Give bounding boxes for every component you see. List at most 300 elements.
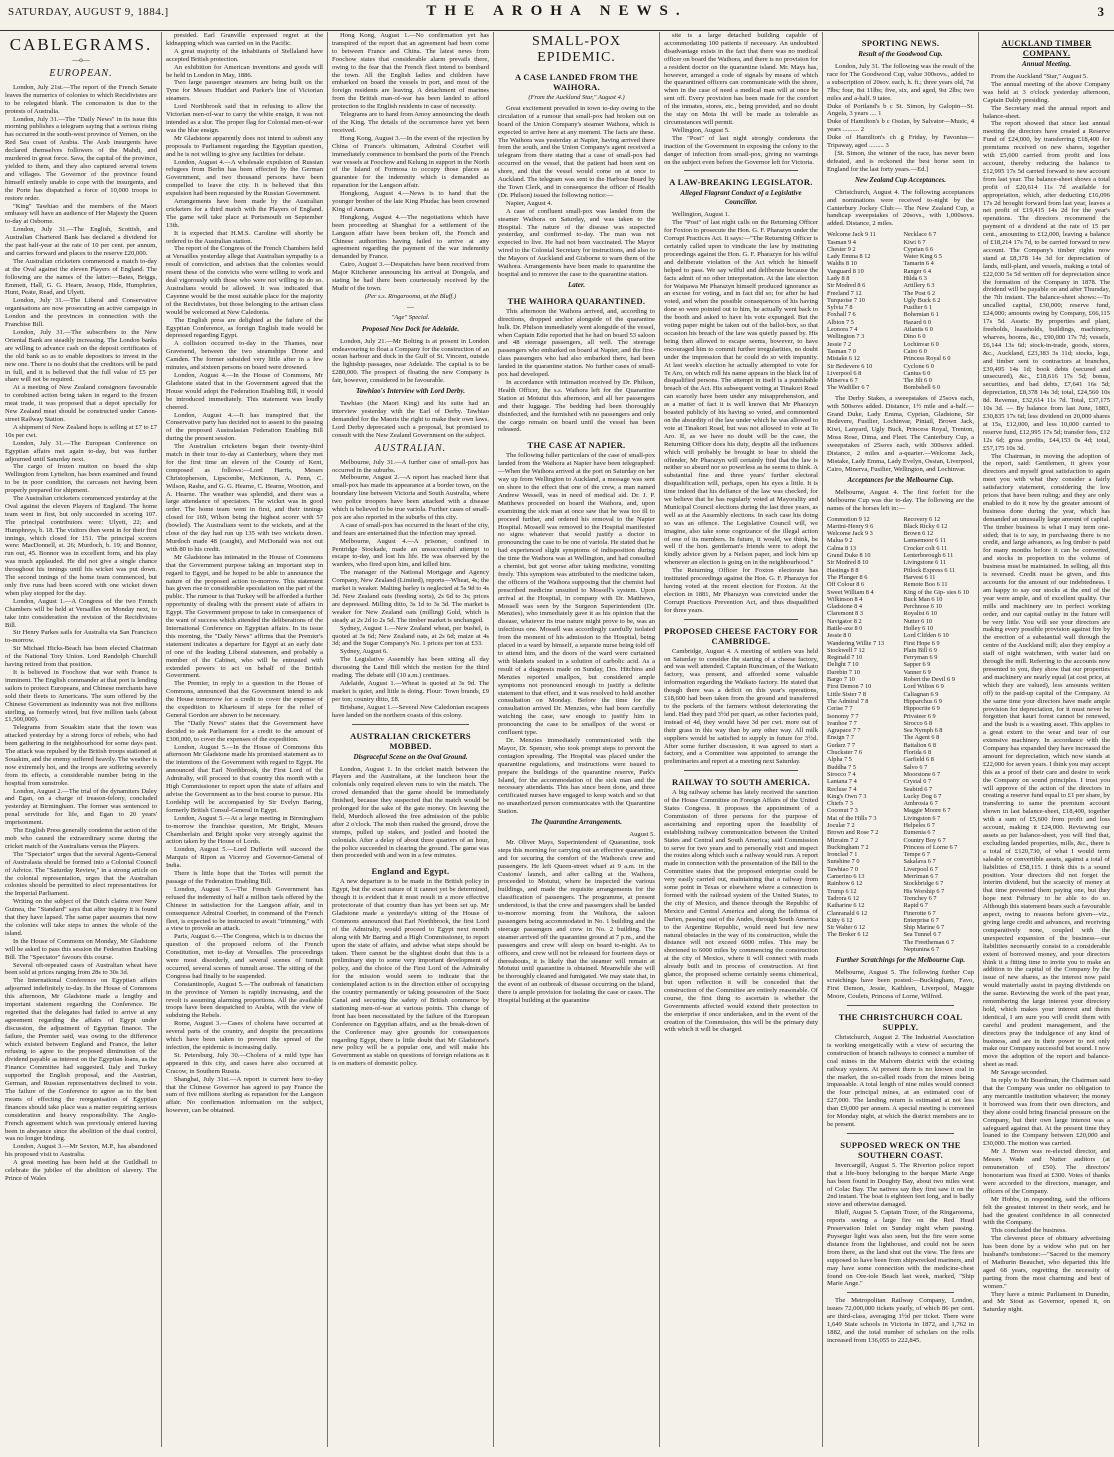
paragraph: The Premier, in reply to a question in the House of Commons, announced that the Government intend to ask the House tomorrow for a credit to cover the expense of the expedition to Khartoum if steps for the relief of General Gordon are shown to be necessary. xyxy=(166,680,323,719)
list-item: Katharine 6 12 xyxy=(827,902,865,910)
list-item: Lady Emma 8 12 xyxy=(827,253,871,261)
list-item: The Wadiller 6 7 xyxy=(827,384,870,392)
subheadline: The Quarantine Arrangements. xyxy=(531,818,622,827)
paragraph: Mr Gladstone has intimated in the House of Commons that the Government purpose taking an important step in regard to Egypt, and he hoped to be able to announce the nature of the proposed action to-morrow. This statement has given rise to considerable speculation on the part of the public. The rumour is that Turkey will be afforded a further opportunity of dealing with the present state of affairs in Egypt. The Government propose to take in consequence of the want of success which attended the deliberations of the International Conference on Egyptian affairs. In its issue this morning, the "Daily News" affirms that the Premier's statement indicates a departure for Egypt at an early date of one of the leading Liberal statesmen, and probably a member of the Cabinet, who will be entrusted with extended powers to act on behalf of the British Government. xyxy=(166,553,323,680)
list-item: Royalist 6 10 xyxy=(903,610,938,618)
list-item: The Plunger 8 6 xyxy=(827,573,868,581)
subheadline: New Zealand Cup Acceptances. xyxy=(854,175,947,184)
section-heading-cablegrams: CABLEGRAMS. xyxy=(9,35,153,54)
list-item: Tadrora 6 12 xyxy=(827,894,860,902)
list-item: Liverpool 6 7 xyxy=(903,865,938,873)
paragraph: Cairo, August 3.—Despatches have been received from Major Kitchener announcing his arrival at Dongola, and stating he had there been courteously received by the Mudir of the town. xyxy=(332,261,489,292)
headline: A CASE LANDED FROM THE WAIHORA. xyxy=(514,72,639,92)
list-item: Sea Tunnel 6 7 xyxy=(903,931,942,939)
list-item: Kitty 6 12 xyxy=(827,916,853,924)
paragraph: London, August 4.—It has transpired that the Conservative party has decided not to assent to the passing of the proposed Australasian Federation Enabling Bill during the present session. xyxy=(166,411,323,443)
list-item: Mat of the Hills 7 3 xyxy=(827,814,877,822)
paragraph: The Legislative Assembly has been sitting all day discussing the Land Bill which the motion for the third reading. The debate still (10 a.m.) continues. xyxy=(332,656,489,680)
paragraph: A great meeting has been held at the Guildhall to celebrate the jubilee of the abolition of slavery. The Prince of Wales xyxy=(5,1159,157,1182)
list-item: Sunshine 7 0 xyxy=(827,858,860,866)
list-item: Isonomy 7 7 xyxy=(827,712,859,720)
list-item: Perchnose 6 10 xyxy=(903,603,942,611)
list-item: Ranger 6 4 xyxy=(903,267,932,275)
column-4 xyxy=(495,32,658,1452)
paragraph: Arrangements have been made by the Australian cricketers for a third match with the Players of England. The game will take place at Portsmouth on September 13th. xyxy=(166,198,323,229)
list-item: Vanner 6 9 xyxy=(903,668,931,676)
article-body xyxy=(5,84,157,1183)
paragraph: London, August 3.—Mr Sexton, M.P., has abandoned his proposed visit to Australia. xyxy=(5,1143,157,1159)
column-rule xyxy=(327,32,328,1447)
list-item: Helpeles 6 7 xyxy=(903,822,935,829)
list-item: Little Sister 7 8 xyxy=(827,690,867,698)
paragraph: The "Daily News" states that the Government have decided to ask Parliament for a credit to the amount of £300,000, to cover the expenses of the expedition. xyxy=(166,719,323,743)
list-item: Sir Bedevere 6 10 xyxy=(827,362,873,370)
list-item: Gudarz 7 7 xyxy=(827,741,855,749)
list-item: Welcome Jack 9 3 xyxy=(827,530,873,538)
paragraph: Invercargill, August 5. The Riverton police report that a life-buoy belonging to the barque Marie Ange has been found in Doughty Bay, about two miles west of Colac Bay. The natives say they first saw it on the 2nd instant. The boat is eighteen feet long, and is badly stove and otherwise damaged. xyxy=(827,1161,974,1209)
list-item: Chester 9 2 xyxy=(827,245,856,253)
paragraph: Melbourne, July 31.—A further case of small-pox has occurred in the suburbs. xyxy=(332,458,489,474)
headline: THE CASE AT NAPIER. xyxy=(527,440,626,451)
list-item: Rainbow 6 12 xyxy=(827,880,863,888)
source-line: "Age" Special. xyxy=(391,313,430,321)
paragraph: Shanghai, July 31st.—A report is current here to-day that the Chinese Governor has agreed to pay France the sum of five millions sterling as reparation for the Langson affair. No confirmation information on the subject, however, can be obtained. xyxy=(166,1075,323,1115)
list-item: Ironclad 7 1 xyxy=(827,851,858,859)
subheadline: Alleged Flagrant Conduct of a Legislative Councillor. xyxy=(680,189,802,207)
list-item: Robert the Devil 6 9 xyxy=(903,676,955,684)
column-3: Hong Kong, August 1.—No confirmation yet has transpired of the report that an agreement had been come to between France and China. The latest news from Foochow states that considerable alarm prevails there, owing to the fear that the French fleet intend to bombard the town. All the English ladies and children have embarked on board the vessels in port, and most of the foreign residents are leaving. A detachment of marines from the British man-of-war has been landed to afford protection to the English residents in case of necessity. Telegrams are to hand from Amoy announcing the death of the King. The details of the occurrence have yet been received. Hong Kong, August 3.—In the event of the rejection by China of France's ultimatum, Admiral Courbet will immediately commence to bombard the ports of the French war vessels at Foochow and Kelung in support in the North of the Island of Formosa to occupy those places as guarantee for the indemnity which is demanded as reparation for the Langson affair. Hongkong, August 4.—News is to hand that the younger brother of the late King Phudac has been crowned King of Annam. Hongkong, August 4.—The negotiations which have been proceeding at Shanghai for a settlement of the Langson affair have been broken off, the French and Chinese authorities having failed to arrive at any agreement regarding the payment of the war indemnity demanded by France. Cairo, August 3.—Despatches have been received from Major Kitchener announcing his arrival at Dongola, and stating he had there been courteously received by the Mudir of the town. (Per s.s. Ringarooma, at the Bluff.) — "Age" Special. Proposed New Dock for Adelaide. London, July 21.—Mr Bolting is at present in London endeavouring to float a Company for the construction of an ocean harbour and dock in the Gulf of St. Vincent, outside the lightship passages, near Adelaide. The capital is to be £280,000. The prospect of floating the new Company is fair, however, considered to be favourable. Tawhiao's Interview with Lord Derby. Tawhiao (the Maori King) and his suite had an interview yesterday with the Earl of Derby. Tawhiao demanded for the Maoris the right to make their own laws. Lord Derby deprecated such a proposal, but promised to consult with the New Zealand Government on the subject. AUSTRALIAN. Melbourne, July 31.—A further case of small-pox has occurred in the suburbs. Melbourne, August 2.—A report has reached here that small-pox has made its appearance at a border town, on the boundary line between Victoria and South Australia, where two police troopers have been attacked with a disease which is believed to be true variola. Further cases of small-pox are also reported in the suburbs of this city. A case of small-pox has occurred in the heart of the city, and fears are entertained that the infection may spread. Melbourne, August 4.—A prisoner, confined in Pentridge Stockade, made an unsuccessful attempt to escape to-day, and lost his life. He was observed by the warders, who fired upon him, and killed him. The manager of the National Mortgage and Agency Company, New Zealand (Limited), reports—Wheat, 4s; the market is weaker. Malting barley is neglected at 5s 9d to 4s 3d. New Zealand oats (feeding sorts), 2s 6d to 3s; prices are depressed. Milling ditto, 3s 1d to 3s 3d. The market is weaker for New Zealand oats (milling) Gold, which is steady at 2s 2d to 2s 5d. The timber market is unchanged. Sydney, August 1.—New Zealand wheat, per bushel, is quoted at 3s 6d; New Zealand oats, at 2s 6d; maize at 4s 3d; and the Sugar Company's No. 1 prices per ton at £33. Sydney, August 6. The Legislative Assembly has been sitting all day discussing the Land Bill which the motion for the third reading. The debate still (10 a.m.) continues. Adelaide, August 1.—Wheat is quoted at 3s 9d. The market is quiet, and little is doing. Flour: Town brands, £9 per ton; country ditto, £8. Brisbane, August 1.—Several New Caledonian escapees have landed on the northern coasts of this colony. AUSTRALIAN CRICKETERS MOBBED. Disgraceful Scene on the Oval Ground. London, August 1. In the cricket match between the Players and the Australians, at the luncheon hour the colonials only required eleven runs to win the match. The crowd demanded that the game should be immediately finished, because they suspected that the match would be prolonged for the sake of the gate money. On leaving the field, Murdoch allowed the free admission of the public after 2 o'clock. The mob then rushed the ground, drove the stumps, pulled up stakes, and jostled and hooted the colonials. After a delay of about three quarters of an hour, the police succeeded in clearing the ground. The game was then proceeded with and won in a few minutes. England and Egypt. A new departure is to be made in the British policy in Egypt, but the exact nature of it cannot yet be determined, though it is evident that it must result in a more effective protectorate of that country than has yet been set up. Mr Gladstone made a yesterday's sitting of the House of Commons announced that Earl Northbrook, the first Lord of the Admiralty, would proceed to Egypt next month along with Mr Baring and a High Commissioner, to report upon the state of affairs, and advise what steps should be taken. There cannot be the slightest doubt that this is a preliminary step to some very important development of policy, and the choice of the First Lord of the Admiralty for the mission would seem to indicate that the contemplated action is in the direction either of occupying the country permanently or taking possession of the Suez Canal and securing the safety of British commerce by stationing men-of-war at various points. This change of front has been necessitated by the failure of the European Conference on Egyptian affairs, and as the break-down of the Conference may give grounds for consequences regarding Egypt, there is little doubt that Mr Gladstone's new policy will be a popular one, and will make his Government as stable on questions of foreign relations as it is on matters of domestic policy. xyxy=(332,32,489,1068)
list-item: Battalion 6 8 xyxy=(903,741,936,749)
list-item: Cyclone 6 0 xyxy=(903,362,934,370)
banner-heading: SMALL-POX EPIDEMIC. xyxy=(531,34,622,65)
paragraph: A shipment of New Zealand hops is selling at £7 to £7 10s per cwt. xyxy=(5,423,157,439)
list-item: Artillery 6 3 xyxy=(903,282,935,290)
paragraph: A case of small-pox has occurred in the heart of the city, and fears are entertained that the infection may spread. xyxy=(332,521,489,537)
list-item: Black Ricky 6 12 xyxy=(903,522,948,530)
paragraph: Paris, August 6.—The Congress, which is to discuss the question of the proposed reform of the French Constitution, met to-day at Versailles. The proceedings were most disorderly, and several scenes of tumult occurred, several scenes of tumult arose. The sitting of the Congress had finally to be suspended. xyxy=(166,933,323,980)
list-item: Enterprise 6 7 xyxy=(903,916,939,924)
list-item: Claremont 8 3 xyxy=(827,610,864,618)
article-body xyxy=(332,32,489,293)
source-line: (From the Auckland Star," August 4.) xyxy=(528,94,625,101)
paragraph: London, August 2.—The trial of the dynamiters Daley and Egan, on a charge of treason-felony, concluded yesterday at Birmingham. The former was sentenced to penal servitude for life, and Egan to 20 years' imprisonment. xyxy=(5,787,157,827)
list-item: Foxhall 7 6 xyxy=(827,311,856,319)
paragraph: London, August 5.—Lord Dufferin will succeed the Marquis of Ripon as Viceroy and Governor-General of India. xyxy=(166,846,323,870)
list-item: Necklace 6 7 xyxy=(903,231,937,239)
paragraph: London, July 21st.—The report of the French Senate leaves the numerics of colonies to which Recidivistes are to be relegated blank. The concession is due to the protests of Australia. xyxy=(5,83,157,115)
paragraph: Christchurch, August 2. The Industrial Association is working energetically with a view of securing the construction of branch railways to connect a number of coal mines in the Malvern district with the existing railway system. At present there is no known coal in the market, the so-called roads from the mines being impassable. A total length of nine miles would connect the four principal mines, at an estimated cost of £27,000. The landing return is estimated at not less than £9,000 per annum. A special meeting is convened for Monday night, at which the district members are to be present. xyxy=(827,1033,974,1128)
list-item: Malua 9 2 xyxy=(827,537,853,545)
paragraph: "King" Tawhiao and the members of the Maori embassy will have an audience of Her Majesty the Queen to-day at Osborne. xyxy=(5,202,157,226)
list-item: Neptunina 6 7 xyxy=(903,946,940,954)
list-item: Princess of Lorne 6 7 xyxy=(903,843,958,851)
list-item: Hippocrite 6 9 xyxy=(903,705,940,713)
list-item: Stockwell 7 12 xyxy=(827,646,865,654)
headline: Proposed New Dock for Adelaide. xyxy=(361,324,460,333)
paragraph: Writing on the subject of the Dutch claims over New Guinea, the "Standard" says that after inquiry it is found that they have lapsed. The same paper assumes that now the colonies will take steps to annex the whole of the island. xyxy=(5,898,157,937)
paragraph: Hong Kong, August 1.—No confirmation yet has transpired of the report that an agreement had been come to between France and China. The latest news from Foochow states that considerable alarm prevails there, owing to the fear that the French fleet intend to bombard the town. All the English ladies and children have embarked on board the vessels in port, and most of the foreign residents are leaving. A detachment of marines from the British man-of-war has been landed to afford protection to the English residents in case of necessity. xyxy=(332,32,489,111)
list-item: Lenterborough 6 11 xyxy=(903,552,954,560)
paragraph: The "Post" of last night strongly condemns the inaction of the Government in exposing the colony to the danger of infection from small-pox, giving no warnings on the subject even before the Governor left for Victoria. xyxy=(664,134,818,166)
list-item: Bombshell 6 0 xyxy=(903,384,941,392)
paragraph: Dr. Menzies immediately communicated with the Mayor, Dr. Spencer, who took prompt steps to prevent the contagion spreading. The Hospital was placed under the quarantine regulations, and instructions were issued to prepare the buildings of the quarantine reserve, Park's Island, for the accommodation of the sick man and the necessary attendants. This has since been done, and three certificated nurses have engaged to keep watch and so that no unauthorized person communicates with the Quarantine Station. xyxy=(498,736,655,816)
paragraph: London, August 4.—In the House of Commons, Mr Gladstone stated that in the Government agreed that the House would adopt the Federation Enabling Bill, it would be introduced immediately. This statement was loudly cheered. xyxy=(166,371,323,411)
paragraph: presided. Earl Granville expressed regret at the kidnapping which was carried on in the Pacific. xyxy=(166,32,323,47)
list-item: The Broker 6 12 xyxy=(827,931,869,939)
list-item: Waldis 8 10 xyxy=(827,260,857,268)
paragraph: Brisbane, August 1.—Several New Caledonian escapees have landed on the northern coasts of this colony. xyxy=(332,703,489,719)
paragraph: An exhibition for American inventions and goods will be held in London in May, 1886. xyxy=(166,63,323,79)
paragraph: Christchurch, August 4. The following acceptances and nominations were received to-night by the Canterbury Jockey Club:— The New Zealand Cup, a handicap sweepstakes of 20sovs., with 1,000sovs. added. Distance, 2 miles. xyxy=(827,188,974,228)
subheadline: Later. xyxy=(568,280,585,289)
list-item: Kiwi 6 7 xyxy=(903,238,926,246)
list-item: Buck Man 6 10 xyxy=(903,595,943,603)
list-item: Lord Wilton 6 9 xyxy=(903,683,944,691)
list-item: Sea Nymph 6 8 xyxy=(903,727,943,735)
article-body xyxy=(498,308,655,435)
subheadline: Result of the Goodwood Cup. xyxy=(858,50,943,58)
list-item: Hazard 6 0 xyxy=(903,318,932,326)
paragraph: A new departure is to be made in the British policy in Egypt, but the exact nature of it cannot yet be determined, though it is evident that it must result in a more effective protectorate of that country than has yet been set up. Mr Gladstone made a yesterday's sitting of the House of Commons announced that Earl Northbrook, the first Lord of the Admiralty, would proceed to Egypt next month along with Mr Baring and a High Commissioner, to report upon the state of affairs, and advise what steps should be taken. There cannot be the slightest doubt that this is a preliminary step to some very important development of policy, and the choice of the First Lord of the Admiralty for the mission would seem to indicate that the contemplated action is in the direction either of occupying the country permanently or taking possession of the Suez Canal and securing the safety of British commerce by stationing men-of-war at various points. This change of front has been necessitated by the failure of the European Conference on Egyptian affairs, and as the break-down of the Conference may give grounds for consequences regarding Egypt, there is little doubt that Mr Gladstone's new policy will be a popular one, and will make his Government as stable on questions of foreign relations as it is on matters of domestic policy. xyxy=(332,878,489,1068)
list-item: Water King 6 5 xyxy=(903,253,942,261)
paragraph: The Australian cricketers commenced yesterday at the Oval against the eleven Players of England. The home team went in first, but only succeeded in scoring 107. The principal contributors were: Ulyett, 22; and Humphreys, b. 18. The visitors then went in for their first innings, which closed for 151. The principal scorers were: MacDonnell, st. 26; Murdoch, b. 19; and Bonnor, run out, 45. Bonnor was in excellent form, and his play was much applauded. He did not give a single chance throughout his innings until his wicket was put down. The second innings of the home team commenced, but only five runs had been scored with one wicket down when play stopped for the day. xyxy=(5,495,157,597)
list-item: Lord Clifden 6 10 xyxy=(903,632,949,640)
list-item: Sapper 6 9 xyxy=(903,661,931,669)
list-item: Ivanhoe 7 7 xyxy=(827,719,857,727)
list-item: Bohemian 6 1 xyxy=(903,311,939,319)
paragraph: Mr J. Brown was re-elected director, and Messrs Wade and Nutter auditors (at remuneration of £50). The directors' honorarium was fixed at £300. Votes of thanks were accorded to the directors, manager, and officers of the Company. xyxy=(983,1148,1110,1195)
list-item: Vanguard 8 10 xyxy=(827,267,864,275)
list-item: Freeland 7 12 xyxy=(827,289,862,297)
list-item: His Worship 6 7 xyxy=(903,887,945,895)
list-item: Lady 8 8 xyxy=(827,275,850,282)
headline: SUPPOSED WRECK ON THE SOUTHERN COAST. xyxy=(840,1139,961,1160)
masthead xyxy=(0,0,1114,31)
section-subheading-australian: AUSTRALIAN. xyxy=(374,442,447,454)
paragraph: It is expected that H.M.S. Caroline will shortly be ordered to the Australian station. xyxy=(166,229,323,245)
paragraph: London, August 4.—A wholesale expulsion of Russian refugees from Berlin has been effected by the German Government, and two thousand persons have been compelled to leave the city. It is believed that this expulsion had been requested by the Russian Government. xyxy=(166,158,323,198)
list-item: Welcome Jack 9 11 xyxy=(827,231,876,239)
list-item: Albion 7 5 xyxy=(827,318,854,326)
subheadline: Acceptances for the Melbourne Cup. xyxy=(847,475,954,484)
column-rule xyxy=(659,32,660,1447)
column-2 xyxy=(163,32,326,1452)
section-subheading-european: EUROPEAN. xyxy=(49,67,113,79)
list-item: Duke of Hamilton's ch g Friday, by Favonius—Tripaway, aged ......... 3 xyxy=(827,134,974,150)
list-item: First Hope 6 9 xyxy=(903,639,940,647)
paragraph: Several oft-repeated cases of Australian wheat have been sold at prices ranging from 28s to 30s 3d. xyxy=(5,961,157,977)
paragraph: Melbourne, August 4. The first forfeit for the Melbourne Cup was due to-day. The following are the names of the horses left in:— xyxy=(827,488,974,512)
list-item: Remote Boo 6 11 xyxy=(903,581,948,589)
list-item: Wandering Willie 7 13 xyxy=(827,639,885,647)
subheadline: Disgraceful Scene on the Oval Ground. xyxy=(353,752,468,761)
paragraph: A big railway scheme has lately received the sanction of the House Committee on Foreign Affairs of the United States Congress. It proposes the appointment of a Commission of three persons for the purpose of ascertaining and reporting upon the feasibility of establishing railway communication between the United States and Central and South America; said Commission to serve for two years and to personally visit and inspect the routes along which such a railway would run. A report made in connection with the presentation of the Bill to the Committee states that the proposed enterprise could be very easily carried out, maintaining that a railway from some point in Texas or elsewhere where a connection is formed with the railroad system of the United States, to the city of Mexico, and thence through the Republic of Mexico and Central America and along the Isthmus of Darien, passing east of the Andes, through South America to the Argentine Republic, would need but few new natural obstacles in the way of its construction, while the distance will not exceed 6000 miles. This may be shortened to 6000 miles by commencing the construction at the city of Mexico, where it will connect with roads already built and in process of construction. At first glance, the proposed scheme certainly seems chimerical, but upon reflection it will be conceded that the construction of the Committee are entirely reasonable. Of course, the first thing to ascertain is whether the Governments affected would extend their protection to the enterprise if once undertaken, and in the event of the creation of the Commission, this will be the primary duty with which it will be charged. xyxy=(664,789,818,1034)
list-item: Mistake 6 12 xyxy=(827,355,860,363)
list-item: Brown 6 12 xyxy=(903,530,934,538)
list-item: Agrapace 7 7 xyxy=(827,727,861,735)
paragraph: Lord Northbrook said that in refusing to allow the Victorian men-of-war to carry the white ensign, it was not intended as a slur. The proper flag for Colonial men-of-war was the blue ensign. xyxy=(166,103,323,134)
paragraph: Mr Gladstone apparently does not intend to submit any proposals to Parliament regarding the Egyptian question, and he is not willing to give any facilities for debate. xyxy=(166,134,323,158)
paragraph: London, July 21.—Mr Bolting is at present in London endeavouring to float a Company for the construction of an ocean harbour and dock in the Gulf of St. Vincent, outside the lightship passages, near Adelaide. The capital is to be £280,000. The prospect of floating the new Company is fair, however, considered to be favourable. xyxy=(332,337,489,385)
list-item: Stockbridge 6 7 xyxy=(903,880,944,888)
list-item: Turquoise 7 10 xyxy=(827,296,865,304)
column-7 xyxy=(980,32,1113,1452)
list-item: Liverpool 6 8 xyxy=(827,369,862,377)
list-item: Lantana 7 4 xyxy=(827,778,857,786)
list-item: Martini-Henry 9 6 xyxy=(827,522,874,530)
list-item: Holley 6 10 xyxy=(903,624,934,632)
paragraph: The "Spectator" urges that the several Agents-General of Australasia should be formed into a Colonial Council of Advice. The "Saturday Review," in a strong article on the colonial representation, urges that the Australian colonies should be permitted to elect representatives for the Imperial Parliament. xyxy=(5,850,157,898)
list-item: Nutter 6 10 xyxy=(903,617,933,625)
paragraph: There is little hope that the Tories will permit the passage of the Federation Enabling Bill. xyxy=(166,870,323,885)
paragraph: London, July 31.—The Liberal and Conservative organisations are now prosecuting an active campaign in London and the provinces in connection with the Franchise Bill. xyxy=(5,297,157,329)
list-item: Livingston 6 7 xyxy=(903,814,941,822)
list-item: Recluse 7 4 xyxy=(827,785,857,793)
list-item: Finerotte 6 7 xyxy=(903,909,936,917)
paragraph: A collision occurred to-day in the Thames, near Gravesend, between the two steamships Drone and Camden. The former subsided very little after in a few minutes, and sixteen persons on board were drowned. xyxy=(166,340,323,372)
list-item: Garfield 6 8 xyxy=(903,756,934,764)
article-body xyxy=(664,32,818,166)
list-item: Cairo 6 0 xyxy=(903,347,927,355)
list-item: Cyprian 6 6 xyxy=(903,245,934,253)
subheadline: Annual Meeting. xyxy=(1021,60,1071,68)
paragraph: The report of the Congress of the French Chambers held at Versailles yesterday allege that Australian sympathy is a result of conviction, and advises that the colonies would resent these of the convicts who were willing to work and deal vigorously with those who were not willing to do so. Australians would be allowed. It was indicated that Cayenne would be the most suitable place for the majority of the Recidivistes, but those belonging to the artisan class would be welcomed at New Caledonia. xyxy=(166,245,323,316)
list-item: Merriman 6 7 xyxy=(903,873,939,881)
list-item: Sirocco 7 4 xyxy=(827,770,856,778)
list-item: Florida 6 8 xyxy=(903,749,932,757)
paragraph: A great majority of the inhabitants of Stellaland have accepted British protection. xyxy=(166,47,323,63)
list-item: Hilda 6 3 xyxy=(903,275,927,282)
paragraph: At a meeting of New Zealand consignors favourable to combined action being taken in regard to the frozen meat trade, it was proposed that a depot specially for New Zealand meat should be constructed under Canon-street Railway Station. xyxy=(5,384,157,423)
paragraph: Bluff, August 5. Captain Tozer, of the Ringarooma, reports seeing a large fire on the Red Head Preservation Inlet on Sunday night when passing. Puysegur light was also seen, but the fire were some distance from the lighthouse, and could not be seen from there, as the land shut out the view. The fires are supposed to have been from shipwrecked mariners, and may have some connection with the medicine-chest found on Ore-tole Beach last week, marked, "Ship Marie Ange." xyxy=(827,1209,974,1288)
paragraph: The report showed that since last annual meeting the directors have created a Reserve Fund of £24,000, by transferring £18,400 for premiums received on new shares, together with £5,600 carried from profit and loss account, thereby reducing the balance to £12,995 17s 5d carried forward to new account from last year. The balance-sheet shows a total profit of £20,614 11s 7d available for appropriation, which, after deducting £16,096 17s 2d brought forward from last year, leaves a net profit of £19,415 14s 2d for the year's operations. The directors recommend the payment of a dividend at the rate of 15 per cent., amounting to £12,000, leaving a balance of £18,214 17s 7d, to be carried forward to new account. The Company's timber rights now stand at £8,378 14s 3d for depreciation of lands, mill-plant, and vessels, making a total of £22,030 5s 5d written off for depreciation since the formation of the Company in 1878. The dividend will be payable on and after Thursday, the 7th instant. The balance-sheet shows:—To uncalled capital, £30,000; reserve fund, £24,000; amounts owing by Company, £66,115 17s 5d. Assets: By properties and plant, freeholds, leaseholds, buildings, machinery, wharves, booms, &c., £90,000 17s 7d; vessels, £6,144 13s 6d; stock-in-trade, goods, stores, &c., Auckland, £23,383 3s 11d; stocks, logs, and timber sent to contractors at branches, £39,495 14s 1d; book debts (secured and unsecured), &c., £18,616 17s 5d; bonus, securities, and bad debts, £7,641 16s 5d; depreciation, £8,378 14s 3d; total, £24,560 10s 8d. Revenue, £32,614 11s 7d. Total, £37,175 10s 3d. — By balance from last June, 1883, £30,835 17s 6d; less dividend on 20,000 shares at 15s, £12,000, and less 10,000 carried to reserve fund, £12,995 17s 5d; transfer fees, £12 12s 6d; gross profits, £44,153 0s 4d; total, £57,175 10s 3d. xyxy=(983,120,1110,452)
paragraph: Rome, August 3.—Cases of cholera have occurred at several parts of the country, and despite the precautions which have been taken to prevent the spread of the infection, the epidemic is increasing daily. xyxy=(166,1020,323,1051)
paragraph: London, July 31.—The "Daily News" in its issue this morning publishes a telegram saying that a serious rising has occurred in the south-west province of Yemen, on the Red Sea coast of Arabia. The Arab insurgents have declared themselves followers of the Mahdi, and murdered in great force. Sava, the capital of the province, yielded to them, and they also captured several towns and villages. The Governor of the province found himself entirely unable to cope with the insurgents, and the Porte has dispatched a force of 10,000 troops to restore order. xyxy=(5,115,157,202)
list-item: Gladstone 8 4 xyxy=(827,603,862,611)
list-item: Buckingham 7 2 xyxy=(827,843,869,851)
list-item: Cantus 6 0 xyxy=(903,369,931,377)
list-item: Minerva 6 7 xyxy=(827,377,858,385)
list-item: Hipparchus 6 9 xyxy=(903,697,942,705)
column-1: CABLEGRAMS. —o— EUROPEAN. London, July 21st.—The report of the French Senate leaves the numerics of colonies to which Recidivistes are to be relegated blank. The concession is due to the protests of Australia. London, July 31.—The "Daily News" in its issue this morning publishes a telegram saying that a serious rising has occurred in the south-west province of Yemen, on the Red Sea coast of Arabia. The Arab insurgents have declared themselves followers of the Mahdi, and murdered in great force. Sava, the capital of the province, yielded to them, and they also captured several towns and villages. The Governor of the province found himself entirely unable to cope with the insurgents, and the Porte has dispatched a force of 10,000 troops to restore order. "King" Tawhiao and the members of the Maori embassy will have an audience of Her Majesty the Queen to-day at Osborne. London, July 31.—The English, Scottish, and Australian Chartered Bank has declared a dividend for the past half-year at the rate of 10 per cent. per annum, and carries forward and places to the reserve £20,000. The Australian cricketers commenced a match to-day at the Oval against the eleven Players of England. The following are the names of the latter:—Bates, Briggs, Emmett, Hall, G. G. Hearn, Jessop, Hide, Humphries, Hunt, Peate, Read, and Ulyett. London, July 31.—The Liberal and Conservative organisations are now prosecuting an active campaign in London and the provinces in connection with the Franchise Bill. London, July 31.—The subscribers to the New Oriental Bank are steadily increasing. The London banks are willing to advance cash on the deposit certificates of the old bank so as to enable depositors to invest in the new one. There is no doubt that the creditors will be paid in full, and it is believed that the full value of £5 per share will not be required. At a meeting of New Zealand consignors favourable to combined action being taken in regard to the frozen meat trade, it was proposed that a depot specially for New Zealand meat should be constructed under Canon-street Railway Station. A shipment of New Zealand hops is selling at £7 to £7 10s per cwt. London, July 31.—The European Conference on Egyptian affairs met again to-day, but was further adjourned until Saturday next. The cargo of frozen mutton on board the ship Wellington from Lyttelton, has been examined and found to be in poor condition, the carcases not having been properly prepared for shipment. The Australian cricketers commenced yesterday at the Oval against the eleven Players of England. The home team went in first, but only succeeded in scoring 107. The principal contributors were: Ulyett, 22; and Humphreys, b. 18. The visitors then went in for their first innings, which closed for 151. The principal scorers were: MacDonnell, st. 26; Murdoch, b. 19; and Bonnor, run out, 45. Bonnor was in excellent form, and his play was much applauded. He did not give a single chance throughout his innings until his wicket was put down. The second innings of the home team commenced, but only five runs had been scored with one wicket down when play stopped for the day. London, August 1.—A Congress of the two French Chambers will be held at Versailles on Monday next, to take into consideration the revision of the Recidivistes Bill. Sir Henry Parkes sails for Australia via San Francisco to-morrow. Sir Michael Hicks-Beach has been elected Chairman of the National Tory Union. Lord Randolph Churchill having retired from that position. It is believed in Foochow that war with France is imminent. The English commander at that port is lending sailors to protect Europeans, and Chinese merchants have sold their fleets to Americans. The sum offered by the Chinese Government as indemnity was not five millions sterling, as formerly wired, but five million taels (about £1,500,000). Telegrams from Souakim state that the town was attacked yesterday by a strong force of rebels, who had been gathering in the neighbourhood for some days past. The attack was repulsed by the British troops stationed at Souakim, and the enemy suffered heavily. The weather is now extremely hot, and the troops are suffering severely from its effects, a considerable number being in the hospital from sunstroke. London, August 2.—The trial of the dynamiters Daley and Egan, on a charge of treason-felony, concluded yesterday at Birmingham. The former was sentenced to penal servitude for life, and Egan to 20 years' imprisonment. The English Press generally condemn the action of the mob who caused the extraordinary scene during the cricket match of the Australians versus the Players. The "Spectator" urges that the several Agents-General of Australasia should be formed into a Colonial Council of Advice. The "Saturday Review," in a strong article on the colonial representation, urges that the Australian colonies should be permitted to elect representatives for the Imperial Parliament. Writing on the subject of the Dutch claims over New Guinea, the "Standard" says that after inquiry it is found that they have lapsed. The same paper assumes that now the colonies will take steps to annex the whole of the island. In the House of Commons on Monday, Mr Gladstone will be asked to pass this session the Federation Enabling Bill. The "Spectator" favours this course. Several oft-repeated cases of Australian wheat have been sold at prices ranging from 28s to 30s 3d. The International Conference on Egyptian affairs adjourned indefinitely to-day. In the House of Commons this afternoon, Mr Gladstone made a lengthy and important statement regarding the Conference. He regretted that the delegates had failed to arrive at any agreement regarding the affairs of Egypt under discussion, the adjustment of Egyptian finance. The failure, the Premier said, was owing to the difference which existed between England and France, the latter refusing to agree to the proposed diminution of the dividend payable as interest on the Egyptian loans, as the Finance Committee had suggested. Italy and Turkey supported the English proposal, and the Austrian, German, and Russian representatives declined to vote. The failure of the Conference to agree as to the best means of effecting the reorganisation of Egyptian finances should take place was a matter requiring serious consideration and heavy responsibility. The Anglo-French agreement which was previously entered having been in abeyance since the abolition of the dual control, was no longer binding. London, August 3.—Mr Sexton, M.P., has abandoned his proposed visit to Australia. A great meeting has been held at the Guildhall to celebrate the jubilee of the abolition of slavery. The Prince of Wales xyxy=(5,35,157,1182)
list-item: Grand Duke 8 10 xyxy=(827,552,871,560)
list-item: Jocular 7 2 xyxy=(827,822,855,829)
weights-table xyxy=(827,516,974,954)
paragraph: Napier, August 4. xyxy=(506,199,553,207)
paragraph: Adelaide, August 1.—Wheat is quoted at 3s 9d. The market is quiet, and little is doing. Flour: Town brands, £9 per ton; country ditto, £8. xyxy=(332,679,489,703)
newspaper-title: THE AROHA NEWS. xyxy=(426,3,688,19)
paragraph: Hongkong, August 4.—The negotiations which have been proceeding at Shanghai for a settlement of the Langson affair have been broken off, the French and Chinese authorities having failed to arrive at any agreement regarding the payment of the war indemnity demanded by France. xyxy=(332,213,489,261)
column-rule xyxy=(493,32,494,1447)
paragraph: It is believed in Foochow that war with France is imminent. The English commander at that port is lending sailors to protect Europeans, and Chinese merchants have sold their fleets to Americans. The sum offered by the Chinese Government as indemnity was not five millions sterling, as formerly wired, but five million taels (about £1,500,000). xyxy=(5,668,157,724)
list-item: King's Own 7 3 xyxy=(827,792,867,800)
paragraph: The Metropolitan Railway Company, London, issues 72,000,000 tickets yearly, of which 86 per cent. are third-class, averaging 1½d per ticket. There were 1,649 State schools in Victoria in 1872, and 1,762 in 1882, and the total number of scholars on the rolls increased from 136,055 to 222,845. xyxy=(827,1297,974,1344)
paragraph: In reply to Mr Boardman, the Chairman said that the Company was under no obligation to any mercantile institution whatever; the money it borrowed was from their own directors, and they alone could bring financial pressure on the Company, but their own large interest was a safeguard against that. At the present time they loaned to the Company between £20,000 and £30,000. The motion was carried. xyxy=(983,1077,1110,1148)
paragraph: They have a mimic Parliament in Dunedin, and Mr Stout as Governor, opened it, on Saturday night. xyxy=(983,1290,1110,1314)
list-item: Plain Bill 6 9 xyxy=(903,646,937,654)
paragraph: A case of confluent small-pox was landed from the steamer Waihora on Saturday, and was taken to the Hospital. The nature of the disease was suspected yesterday, and confirmed to-day. The man was not expected to live. He had not been vaccinated. The Mayor wired to the Colonial Secretary for instructions, and also to the Mayors of Auckland and Gisborne to warn them of the Waihora. Arrangements have been made to quarantine the hospital and to remove the case to the quarantine station. xyxy=(498,207,655,278)
page-number: 3 xyxy=(1097,4,1104,19)
list-item: Battle-axe 8 0 xyxy=(827,624,863,632)
results-list xyxy=(827,103,974,150)
paragraph: St. Petersburg, July 30.—Cholera of a mild type has appeared in this city, and cases have also occurred at Cracow, in Southern Russia. xyxy=(166,1051,323,1075)
paragraph: Hongkong, August 4.—News is to hand that the younger brother of the late King Phudac has been crowned King of Annam. xyxy=(332,190,489,213)
list-item: Trump 6 12 xyxy=(827,887,857,895)
paragraph: London, August 5.—In the House of Commons this afternoon Mr Gladstone made his promised statement as to the intentions of the Government with regard to Egypt. He announced that Earl Northbrook, the First Lord of the Admiralty, will proceed to that country this month with a High Commissioner to report upon the state of affairs and advise the Government as to the best course to pursue. His Lordship will be accompanied by Sir Evelyn Baring, formerly British Consul-General in Egypt. xyxy=(166,743,323,814)
paragraph: The International Conference on Egyptian affairs adjourned indefinitely to-day. In the House of Commons this afternoon, Mr Gladstone made a lengthy and important statement regarding the Conference. He regretted that the delegates had failed to arrive at any agreement regarding the affairs of Egypt under discussion, the adjustment of Egyptian finance. The failure, the Premier said, was owing to the difference which existed between England and France, the latter refusing to agree to the proposed diminution of the dividend payable as interest on the Egyptian loans, as the Finance Committee had suggested. Italy and Turkey supported the English proposal, and the Austrian, German, and Russian representatives declined to vote. The failure of the Conference to agree as to the best means of effecting the reorganisation of Egyptian finances should take place was a matter requiring serious consideration and heavy responsibility. The Anglo-French agreement which was previously entered having been in abeyance since the abolition of the dual control, was no longer binding. xyxy=(5,977,157,1143)
paragraph: Telegrams are to hand from Amoy announcing the death of the King. The details of the occurrence have yet been received. xyxy=(332,111,489,134)
list-item: Darebin 7 10 xyxy=(827,668,860,676)
headline: RAILWAY TO SOUTH AMERICA. xyxy=(671,777,811,788)
paragraph: Melbourne, August 5. The following further Cup scratchings have been posted:—Buckingham, Favo, First Demon, Jessie, Kathleen, Liverpool, Maggie Moore, Coulets, Princess of Lorne, Wilfred. xyxy=(827,969,974,1001)
list-item: Off Colour 8 6 xyxy=(827,581,865,589)
list-item: Trenchey 6 7 xyxy=(903,894,937,902)
paragraph: Wellington, August 1. xyxy=(672,211,730,219)
paragraph: Mr Savage seconded. xyxy=(991,1069,1048,1077)
paragraph: site is a large detached building capable of accommodating 100 patients if necessary. An undoubted disadvantage exists in the fact that there was no medical officer on board the Waihora, and there is no provision for a resident doctor on the quarantine island. Mr. Mays has, however, arranged a code of signals by means of which the quarantined officers can communicate with the shore, when in the case of need a medical man will at once be sent off. Every provision has been made for the comfort of the inmates, stores, etc., being provided, and no doubt the stay on Mota Ihi will be made as tolerable as circumstances will permit. xyxy=(664,32,818,126)
paragraph: From the Auckland "Star," August 5. xyxy=(991,73,1088,80)
list-item: Livingstone 6 11 xyxy=(903,559,946,567)
column-rule xyxy=(161,32,162,1447)
paragraph: The Secretary read the annual report and balance-sheet. xyxy=(983,104,1110,120)
paragraph: [St. Simon, the winner of the race, has never been defeated, and is reckoned the best horse seen in England for the last forty years.—Ed.] xyxy=(827,149,974,173)
list-item: Buddha 7 5 xyxy=(827,763,857,771)
paragraph: The Chairman, in moving the adoption of the report, said: Gentlemen, it gives your directors and myself great satisfaction to again meet you with what they consider a fairly satisfactory statement, considering the low prices that have been ruling; and they are only enabled to do it now by the greater amount of business done during the year, which has demanded an unusually large amount of capital. The timber business is what I may term one-sided; that is to say, in purchasing there is no credit, and large advances, as log timber is paid for many months before it can be converted, and stocks in proportion to the volume of business must be maintained. In selling, all this is reversed. Credit must be given, and this accounts for the amount of our indebtedness. I am happy to say our stocks at the end of the year were ample, and of excellent quality. Our mills and machinery are in perfect working order, and our capital outlay in the future will be very little. You will see your directors are making every possible provision against fire by the erection of a substantial wall through the centre of the Auckland mill; also they employ a staff of night watchmen, with water laid on through the mill. Referring to the accounts now presented to you, they show that our properties and machinery are nearly equal (at cost price, at which they are valued), less amounts written off) to the paid-up capital of the Company. At the same time your directors have made ample provision for depreciation, for it must never be forgotten that kauri forest cannot be renewed, and the bush is a wasting asset. This applies to a great extent to the wear and tear of our extensive machinery. In accordance with the Company has expanded they have increased the amount for depreciation, which now stands at £22,000 for seven years. I think you may accept this as a proof of their care and desire to work the Company on sound principles. I trust you will approve of the action of the directors in creating a reserve fund equal to £1 per share, by transferring to same the premium account shown in last balance-sheet, £18,400, together with a sum of £5,600 from profit and loss account, making it £24,000. Reviewing our assets as per balance-sheet, you will find that, excluding landed properties, mills, &c., there is a total of £120,730, of what I would term saleable or convertible assets, against a total of liabilities of £58,115. I think this is a sound position. Your directors did not forget the interim dividend, but the scarcity of money at that time prevented them paying one, but they hope next February to be able to do so. Although this statement bears such a favourable aspect, owing to reasons before given—viz., giving large credit and advances, and receiving comparatively none, coupled with the unexpected expansion of the business—our liabilities necessarily consist to a considerable extent of borrowed money, and your directors think it a fitting time to invite you to make an addition to the capital of the Company by the issue of new shares, as the interest now paid would materially assist in paying dividends on the same. Reviewing the work of the past year, remembering the large interest your directory hold, which makes your interest and theirs identical, I am sure you will credit them with careful and prudent management, and the directors pray the indulgence of any kind of business, and are in their power to not only make our Company successful but sound. I now move the adoption of the report and balance-sheet as read. xyxy=(983,452,1110,1069)
list-item: Country Boy 6 7 xyxy=(903,836,946,844)
list-item: Lochinvar 6 0 xyxy=(903,340,939,348)
list-item: Brown and Rose 7 2 xyxy=(827,829,879,837)
list-item: Sir Modred 8 10 xyxy=(827,559,869,567)
list-item: The Admiral 7 8 xyxy=(827,697,869,705)
paragraph: Sir Michael Hicks-Beach has been elected Chairman of the National Tory Union. Lord Randolph Churchill having retired from that position. xyxy=(5,645,157,669)
article-body xyxy=(664,211,818,614)
list-item: Alpha 7 5 xyxy=(827,756,852,764)
list-item: Sylvia 7 8 xyxy=(827,304,853,312)
list-item: Wilkinson 8 4 xyxy=(827,595,863,603)
list-item: Chuckster 7 6 xyxy=(827,749,862,757)
headline: A LAW-BREAKING LEGISLATOR. xyxy=(669,177,813,188)
paragraph: London, August 1.—A Congress of the two French Chambers will be held at Versailles on Monday next, to take into consideration the revision of the Recidivistes Bill. xyxy=(5,597,157,629)
list-item: Atlantis 6 0 xyxy=(903,326,933,334)
article-body xyxy=(983,73,1110,1314)
list-item: Pitlock Express 6 11 xyxy=(903,566,956,574)
list-item: Sweet William 8 4 xyxy=(827,588,874,596)
list-item: The Agent 6 8 xyxy=(903,734,940,742)
list-item: Wellington 7 3 xyxy=(827,333,865,341)
list-item: Ugly Buck 6 2 xyxy=(903,296,941,304)
headline: THE WAIHORA QUARANTINED. xyxy=(507,295,646,306)
paragraph: Cambridge, August 4. A meeting of settlers was held on Saturday to consider the starting of a cheese factory, and was well attended. Captain Runciman, of the Waikato factory, was present, and afforded some valuable information regarding the Waikato factory. He stated that though there was a deficit on this year's operations, £18,600 had been taken from the ground and transferred to the pockets of the farmers without deteriorating the land. Had they paid 3½d per quart, as other factories paid, instead of 4d, they would have 3d per cwt. more out of their grass in this way than by any other way. All milk suppliers would be satisfied to supply in future for 3½d. After some further discussion, it was agreed to start a factory, and a Committee was appointed to arrange the preliminaries and report at a meeting next Saturday. xyxy=(664,647,818,766)
list-item: Reginald 7 10 xyxy=(827,654,863,662)
list-item: Jessie 8 0 xyxy=(827,632,852,640)
list-item: Delight 7 10 xyxy=(827,661,859,669)
list-item: Sir Walter 6 12 xyxy=(827,924,866,932)
paragraph: Sydney, August 1.—New Zealand wheat, per bushel, is quoted at 3s 6d; New Zealand oats, at 2s 6d; maize at 4s 3d; and the Sugar Company's No. 1 prices per ton at £33. xyxy=(332,624,489,648)
paragraph: This afternoon the Waihora arrived, and, according to directions, dropped anchor alongside of the quarantine hulk. Dr. Philson immediately went alongside of the vessel, when Captain Edie reported that he had on board 53 saloon and 48 steerage passengers, all well. The steerage passengers who embarked on board at Napier, and the first-class passengers who had also embarked there, had been landed in the quarantine station. No further cases of small-pox had developed. xyxy=(498,307,655,379)
paragraph: The English press are delighted at the failure of the Egyptian Conference, as foreign English trade would be depressed regarding Egypt. xyxy=(166,316,323,340)
paragraph: London, August 5.—At a large meeting in Birmingham to-morrow the franchise question, Mr Bright, Messrs Chamberlain and Bright spoke very strongly against the action taken by the House of Lords. xyxy=(166,814,323,846)
issue-date: SATURDAY, AUGUST 9, 1884.] xyxy=(8,6,169,18)
list-item: Sakalava 6 7 xyxy=(903,858,936,866)
paragraph: London, July 31.—The European Conference on Egyptian affairs met again to-day, but was further adjourned until Saturday next. xyxy=(5,439,157,463)
list-item: Duke of Hamilton's b c Ossian, by Salvator—Music, 4 years .......... 2 xyxy=(827,118,974,134)
headline: England and Egypt. xyxy=(371,866,450,877)
list-item: Tasman 9 4 xyxy=(827,238,856,246)
paragraph: London, August 1. In the cricket match between the Players and the Australians, at the luncheon hour the colonials only required eleven runs to win the match. The crowd demanded that the game should be immediately finished, because they suspected that the match would be prolonged for the sake of the gate money. On leaving the field, Murdoch allowed the free admission of the public after 2 o'clock. The mob then rushed the ground, drove the stumps, pulled up stakes, and jostled and hooted the colonials. After a delay of about three quarters of an hour, the police succeeded in clearing the ground. The game was then proceeded with and won in a few minutes. xyxy=(332,765,489,860)
article-body xyxy=(498,105,655,279)
list-item: Crystal 6 7 xyxy=(903,778,932,786)
list-item: Bargo 7 10 xyxy=(827,676,855,684)
paragraph: This concluded the business. xyxy=(991,1227,1067,1235)
list-item: Commotion 9 12 xyxy=(827,515,870,523)
headline: THE CHRISTCHURCH COAL SUPPLY. xyxy=(838,1011,963,1032)
column-5 xyxy=(661,32,821,1452)
list-item: Ferryman 6 9 xyxy=(903,654,938,662)
paragraph: In the House of Commons on Monday, Mr Gladstone will be asked to pass this session the Federation Enabling Bill. The "Spectator" favours this course. xyxy=(5,937,157,961)
paragraph: The manager of the National Mortgage and Agency Company, New Zealand (Limited), reports—Wheat, 4s; the market is weaker. Malting barley is neglected at 5s 9d to 4s 3d. New Zealand oats (feeding sorts), 2s 6d to 3s; prices are depressed. Milling ditto, 3s 1d to 3s 3d. The market is weaker for New Zealand oats (milling) Gold, which is steady at 2s 2d to 2s 5d. The timber market is unchanged. xyxy=(332,569,489,624)
paragraph: The Australian cricketers began their twenty-third match in their tour to-day at Canterbury, where they met for the first time an eleven of the County of Kent, composed as follows:—Lord Harris, Messrs Christopherson, Lipscombe, McKinnon, A. Penn, C. Wilson, Rashe, and G. G. Hearne, C. Hearne, Wootton, and A. Hearne. The weather was splendid, and there was a large attendance of spectators. The wicket was in good order. The home team went in first, and their innings closed for 169, Wilson being the highest scorer with 57 (bowled). The Australians went to the wickets, and at the close of the day had run up 135 with two wickets down. Murdoch made 48 (caught), and McDonald was not out with 80 to his credit. xyxy=(166,443,323,553)
paragraph: London, July 31.—The subscribers to the New Oriental Bank are steadily increasing. The London banks are willing to advance cash on the deposit certificates of the old bank so as to enable depositors to invest in the new one. There is no doubt that the creditors will be paid in full, and it is believed that the full value of £5 per share will not be required. xyxy=(5,329,157,384)
list-item: Dino 6 0 xyxy=(903,333,926,341)
paragraph: The annual meeting of the above Company was held at 3 o'clock yesterday afternoon, Captain Daldy presiding. xyxy=(983,80,1110,104)
paragraph: The following fuller particulars of the case of small-pox landed from the Waihora at Napier have been telegraphed:—When the Waihora arrived at the port on Saturday on her way up from Wellington to Auckland, a message was sent on shore to the effect that one of the crew, a man named Andrew Wessell, was in need of medical aid. Dr. J. P. Matthews proceeded on board the Waihora, and, upon examining the sick man at once saw that he was too ill to proceed further, and ordered his removal to the Napier Hospital. Mossell was removed to the Hospital manifested no signs whatever that would justify a doctor in pronouncing the case to be one of variola. He stated that he had experienced slight symptoms of indisposition during the time the Waihora was at Wellington, and had consulted a chemist, but got worse after taking medicine, vomiting freely. This symptom was attributed to the medicine taken, the officers of the Waihora supposing that the chemist had prescribed medicine unsuited to Mossell's system. Upon arrival at the Hospital, in company with Dr. Matthews, Mossell was seen by the Surgeon Superintendent (Dr. Menzies), who immediately gave it as his opinion that the disease, whatever its true nature might prove to be, was an infectious one. Mossell was accordingly carefully isolated from the moment of his admission to the Hospital, being placed in a ward by himself, a separate nurse being told off to attend him, and the doors of the ward were curtained with blankets soaked in a solution of carbolic acid. As a result of a diagnosis made on Sunday, Drs. Hitchins and Menzies reported smallpox, but considered ample symptoms not pronounced enough to justify a definite statement to that effect, and it was resolved to hold another consultation on Monday. Before the time for the consultation arrived Dr. Menzies, who had been carefully watching the case, saw enough to justify him in pronouncing the case to be smallpox of the worst or confluent type. xyxy=(498,452,655,737)
paragraph: The "Post" of last night calls on the Returning Officer for Foxton to prosecute the Hon. G. F. Pharazyn under the Corrupt Practices Act. It says:—"The Returning Officer is certainly called upon to vindicate the law by instituting proceedings against the Hon. G. F. Pharazyn for his wilful and deliberate violation of the Act which he himself helped to pass. We say wilful and deliberate because the facts admit of no other interpretation. At the late election for Waipawa Mr Pharazyn himself produced ignorance as an excuse for voting, and in fact did so; for after he had voted, and when the possible consequences of his having done so were pointed out to him, he actually went back to the booth and asked to have his vote expunged. But the voting paper might be taken out of the ballot-box, so that occasion his breach of the law was quietly passed by. His being then allowed to escape seems, however, to have encouraged him to commit further irregularities, no doubt under the impression that he could do so with impunity. At last week's election he actually attempted to vote for Te Aro, on which roll his name appears in the black list of disqualified persons. The attempt in itself is a punishable breach of the Act. His subsequent voting at Tinakori Road can scarcely have been under any misapprehension, and as a matter of fact it is well known that Mr Pharazyn boasted publicly of his having so voted, and commented on the absurdity of the law under which he was allowed to vote at Tinakori Road, but was not allowed to vote at Te Aro. If, as we have no doubt will be the case, the Returning Officer does his duty, despite all the influences which will probably be brought to bear to shield the offender, Mr Pharazyn will certainly find that the law is neither so absurd nor so powerless as he seems to think. A substantial fine and three years' further electoral disqualification will, perhaps, open his eyes a little. It is time indeed that his defiance of the law was checked, for we believe that he has regularly voted at Mayorality and Municipal Council elections during the last three years, as well as at the Assembly elections. In each case his doing so was an offence. The Legislative Council will, we imagine, also take some cognizance of the illegal action of one of its members. In future, it would, we think, be well if the hon. gentleman's friends were to adopt the kindly advice given by a Nelson paper, and lock him up whenever an election is going on in the neighbourhood." xyxy=(664,219,818,567)
column-rule xyxy=(822,32,823,1447)
paragraph: The Australian cricketers commenced a match to-day at the Oval against the eleven Players of England. The following are the names of the latter:—Bates, Briggs, Emmett, Hall, G. G. Hearn, Jessop, Hide, Humphries, Hunt, Peate, Read, and Ulyett. xyxy=(5,257,157,297)
list-item: Ambrosia 6 7 xyxy=(903,800,938,808)
paragraph: Wellington, August 5. xyxy=(672,126,730,134)
list-item: Salvo 6 7 xyxy=(903,763,928,771)
paragraph: Telegrams from Souakim state that the town was attacked yesterday by a strong force of rebels, who had been gathering in the neighbourhood for some days past. The attack was repulsed by the British troops stationed at Souakim, and the enemy suffered heavily. The weather is now extremely hot, and the troops are suffering severely from its effects, a considerable number being in the hospital from sunstroke. xyxy=(5,724,157,787)
headline: PROPOSED CHEESE FACTORY FOR CAMBRIDGE. xyxy=(664,625,818,646)
paragraph: The English Press generally condemn the action of the mob who caused the extraordinary scene during the cricket match of the Australians versus the Players. xyxy=(5,827,157,850)
paragraph: Two large passenger steamers are being built on the Tyne for Messrs Huddart and Parker's line of Victorian steamers. xyxy=(166,79,323,103)
subheadline: Further Scratchings for the Melbourne Cup. xyxy=(835,956,966,965)
list-item: The Freetheman 6 7 xyxy=(903,938,954,946)
list-item: Tamarin 6 4 xyxy=(903,260,934,268)
source-line: (Per s.s. Ringarooma, at the Bluff.) xyxy=(364,292,457,300)
list-item: King of the Gip- sies 6 10 xyxy=(903,588,969,596)
paragraph: Melbourne, August 2.—A report has reached here that small-pox has made its appearance at a border town, on the boundary line between Victoria and South Australia, where two police troopers have been attacked with a disease which is believed to be true variola. Further cases of small-pox are also reported in the suburbs of this city. xyxy=(332,474,489,521)
list-item: First Demon 7 10 xyxy=(827,683,872,691)
paragraph: London, July 31.—The English, Scottish, and Australian Chartered Bank has declared a dividend for the past half-year at the rate of 10 per cent. per annum, and carries forward and places to the reserve £20,000. xyxy=(5,226,157,257)
list-item: Navigator 8 2 xyxy=(827,617,862,625)
paragraph: The Returning Officer for Foxton electorate has instituted proceedings against the Hon. G. F. Pharazyn for having voted at the recent election for Foxton. At the election in 1881, Mr Pharazyn was convicted under the Corrupt Practices Prevention Act, and thus disqualified for three years. xyxy=(664,567,818,614)
paragraph: Sydney, August 6. xyxy=(340,648,388,656)
column-rule xyxy=(978,32,979,1447)
weights-table xyxy=(827,231,974,392)
list-item: The Post 6 2 xyxy=(903,289,936,297)
list-item: Cerise 7 7 xyxy=(827,705,853,713)
headline: Tawhiao's Interview with Lord Derby. xyxy=(356,387,465,396)
headline: SPORTING NEWS. xyxy=(861,38,940,48)
paragraph: Hong Kong, August 3.—In the event of the rejection by China of France's ultimatum, Admiral Courbet will immediately commence to bombard the ports of the French war vessels at Foochow and Kelung in support in the North of the Island of Formosa to occupy those places as guarantee for the indemnity which is demanded as reparation for the Langson affair. xyxy=(332,134,489,190)
list-item: Chiefs 7 3 xyxy=(827,800,853,808)
list-item: Princess Royal 6 0 xyxy=(903,355,951,363)
paragraph: Tawhiao (the Maori King) and his suite had an interview yesterday with the Earl of Derby. Tawhiao demanded for the Maoris the right to make their own laws. Lord Derby deprecated such a proposal, but promised to consult with the New Zealand Government on the subject. xyxy=(332,400,489,439)
list-item: Duke of Portland's b c St. Simon, by Galopin—St. Angela, 3 years .... 1 xyxy=(827,102,974,118)
paragraph: Constantinople, August 5.—The outbreak of fanaticism in the province of Yemen is rapidly increasing, and the revolt is assuming alarming proportions. All the available troops have been despatched to Arabia, with the view of subduing the Rebels. xyxy=(166,980,323,1020)
list-item: Fusilier 6 1 xyxy=(903,304,933,312)
paragraph: London, July 31. The following was the result of the race for The Goodwood Cup, value 300sovs., added to a subscription of 20sov. each, h. ft.; three years old, 7st 7lbs; four, 8st 11lbs; five, six, and aged, 9st 2lbs; two miles and a-half. 9 tatee. xyxy=(827,63,974,102)
list-item: Mizraim 7 2 xyxy=(827,836,859,844)
article-body xyxy=(166,32,323,1115)
list-item: Moorstone 6 7 xyxy=(903,770,941,778)
list-item: Clanranald 6 12 xyxy=(827,909,868,917)
list-item: Coconut 7 3 xyxy=(827,807,858,815)
list-item: Ensign 7 7 xyxy=(827,734,854,742)
paragraph: Melbourne, August 4.—A prisoner, confined in Pentridge Stockade, made an unsuccessful attempt to escape to-day, and lost his life. He was observed by the warders, who fired upon him, and killed him. xyxy=(332,537,489,569)
